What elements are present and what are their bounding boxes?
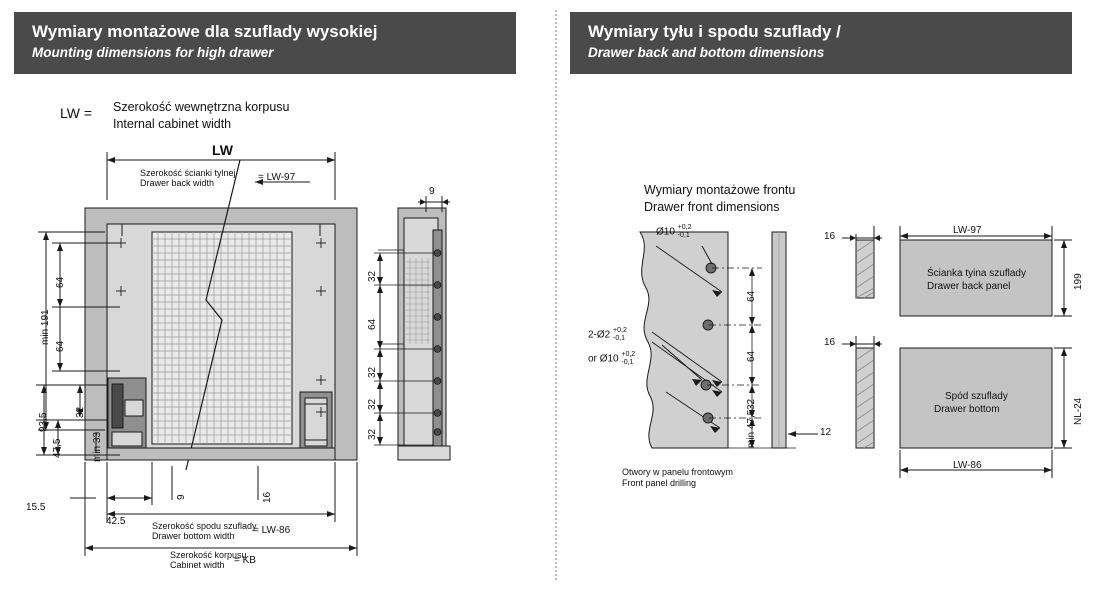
back-panel-dim-16: 16 — [824, 231, 836, 242]
side-dim-64: 64 — [367, 318, 378, 330]
front-title-en: Drawer front dimensions — [644, 200, 780, 214]
dim-93-5: 93,5 — [38, 412, 49, 432]
front-hole-top: Ø10 +0,2 -0,1 — [656, 224, 692, 239]
dim-9-bottom: 9 — [176, 494, 187, 500]
front-hole-2phi2: 2-Ø2 +0,2 -0,1 — [588, 327, 627, 342]
front-caption-en: Front panel drilling — [622, 478, 697, 488]
dim-9-top: 9 — [429, 186, 435, 197]
dim-42-5: 42.5 — [106, 516, 126, 527]
side-dim-32d: 32 — [367, 428, 378, 440]
dim-47-5: 47,5 — [52, 438, 63, 458]
side-dim-32b: 32 — [367, 366, 378, 378]
front-dim-min47-5: min 47,5 — [746, 409, 757, 448]
front-dim-12: 12 — [820, 427, 832, 438]
left-title-en: Mounting dimensions for high drawer — [32, 45, 274, 60]
right-diagram — [556, 0, 1112, 590]
front-hole-or-phi10: or Ø10 +0,2 -0,1 — [588, 351, 636, 366]
bottom-panel-dim-16: 16 — [824, 337, 836, 348]
bottom-width-en: Drawer bottom width — [152, 531, 235, 541]
side-dim-32c: 32 — [367, 398, 378, 410]
dim-64-top: 64 — [55, 276, 66, 288]
front-dim-32: 32 — [746, 398, 757, 410]
dim-64-mid: 64 — [55, 340, 66, 352]
back-panel-width: LW-97 — [953, 225, 982, 236]
bottom-panel-width: LW-86 — [953, 460, 982, 471]
dim-16-bottom: 16 — [262, 491, 273, 503]
cabinet-width-value: = KB — [234, 555, 256, 566]
back-width-en: Drawer back width — [140, 178, 215, 188]
dim-min33: min 33 — [92, 431, 103, 462]
cabinet-width-en: Cabinet width — [170, 560, 225, 570]
right-title-en: Drawer back and bottom dimensions — [588, 45, 825, 60]
bottom-panel-height: NL-24 — [1073, 397, 1084, 425]
front-caption-pl: Otwory w panelu frontowym — [622, 467, 734, 477]
front-title-pl: Wymiary montażowe frontu — [644, 183, 796, 197]
right-technical-drawing — [556, 0, 1112, 590]
bottom-panel-label-pl: Spód szuflady — [945, 391, 1008, 402]
dim-32-left: 32 — [75, 406, 86, 418]
bottom-width-value: = LW-86 — [253, 525, 291, 536]
legend-key: LW = — [60, 105, 93, 121]
right-title-pl: Wymiary tyłu i spodu szuflady / — [588, 22, 841, 41]
dim-15-5: 15.5 — [26, 502, 46, 513]
right-panel — [556, 0, 1112, 590]
back-panel-label-en: Drawer back panel — [927, 281, 1011, 292]
side-dim-32a: 32 — [367, 270, 378, 282]
bottom-panel-label-en: Drawer bottom — [934, 404, 1000, 415]
back-width-pl: Szerokość ścianki tylnej — [140, 168, 236, 178]
bottom-width-pl: Szerokość spodu szuflady — [152, 521, 257, 531]
back-width-value: = LW-97 — [258, 172, 296, 183]
cabinet-width-pl: Szerokość korpusu — [170, 550, 247, 560]
left-title-pl: Wymiary montażowe dla szuflady wysokiej — [32, 22, 378, 41]
dim-min191: min 191 — [40, 309, 51, 345]
dim-lw: LW — [212, 142, 233, 158]
front-dim-64a: 64 — [746, 290, 757, 302]
back-panel-label-pl: Ścianka tyina szuflady — [927, 268, 1026, 279]
back-panel-height: 199 — [1073, 273, 1084, 290]
front-dim-64b: 64 — [746, 350, 757, 362]
legend-pl: Szerokość wewnętrzna korpusu — [113, 100, 290, 114]
legend-en: Internal cabinet width — [113, 117, 232, 131]
